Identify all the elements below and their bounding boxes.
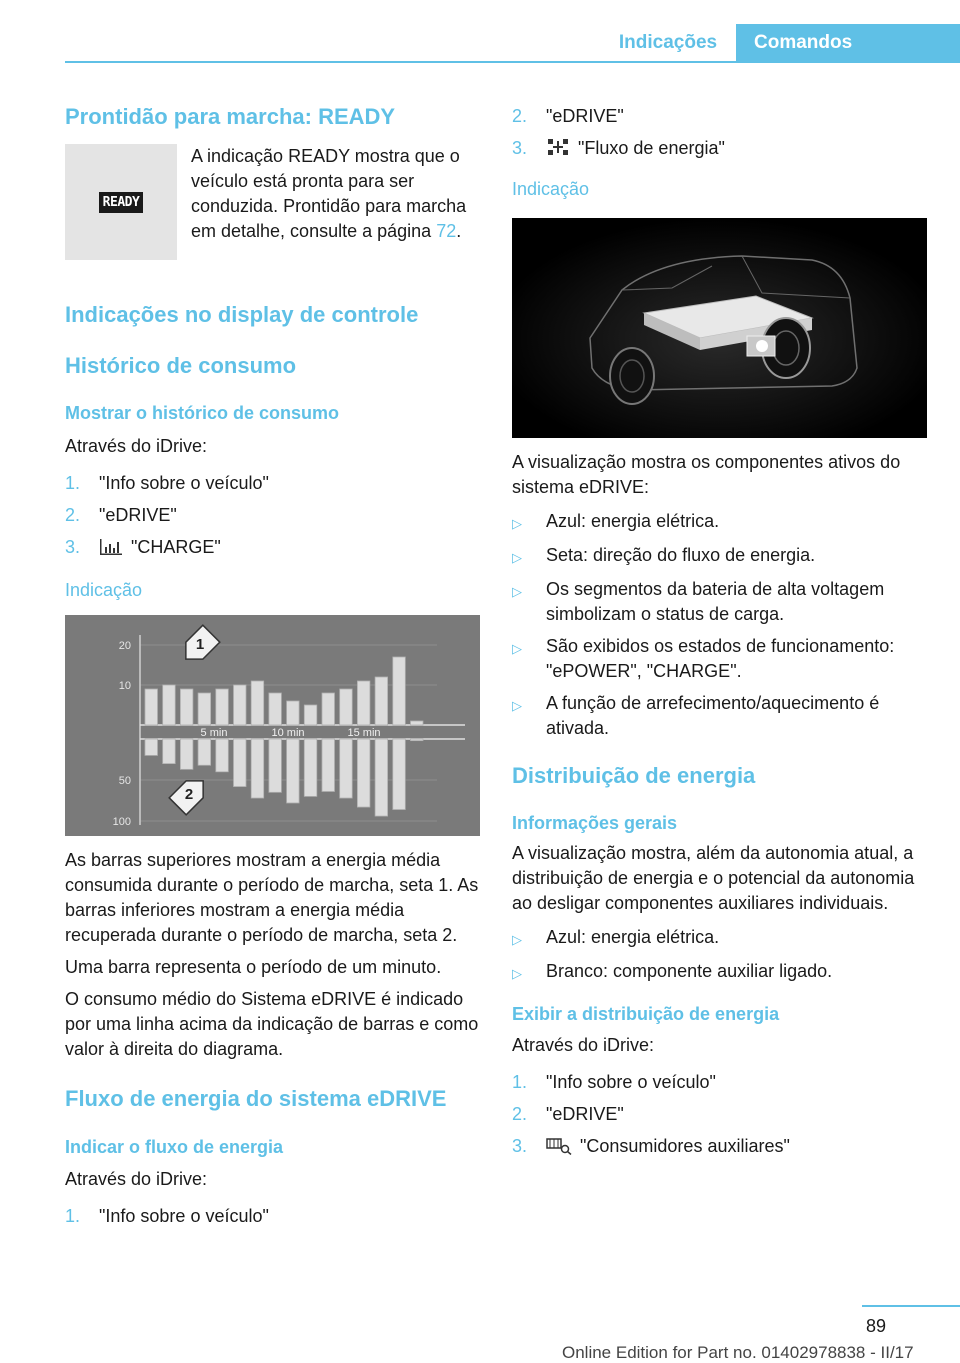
consumption-chart-svg bbox=[65, 615, 480, 836]
upper-bar bbox=[216, 689, 229, 725]
page-ref-link[interactable]: 72 bbox=[436, 221, 457, 242]
lower-bar bbox=[251, 739, 264, 798]
tick-label: 20 bbox=[118, 640, 131, 653]
auxiliary-consumers-icon bbox=[546, 1137, 572, 1155]
edition-text: Online Edition for Part no. 01402978838 - II/17 bbox=[562, 1343, 914, 1362]
upper-bar bbox=[145, 689, 158, 725]
upper-bar bbox=[357, 681, 370, 725]
distribution-via: Através do iDrive: bbox=[512, 1035, 655, 1056]
list-item: ▷ Seta: direção do fluxo de energia. bbox=[512, 544, 816, 565]
lower-bar bbox=[357, 739, 370, 807]
time-label: 10 min bbox=[271, 727, 305, 740]
list-item: ▷ Azul: energia elétrica. bbox=[512, 510, 720, 531]
list-item: 3. "Fluxo de energia" bbox=[512, 138, 725, 158]
distribution-bullets bbox=[512, 925, 930, 986]
history-indication-label: Indicação bbox=[65, 579, 143, 600]
lower-bar bbox=[287, 739, 300, 803]
right-column bbox=[512, 104, 930, 1166]
lower-bar bbox=[393, 739, 406, 810]
list-item: ▷ A função de arrefecimento/aquecimento é ativada. bbox=[512, 692, 880, 738]
flow-steps-left bbox=[65, 1204, 483, 1229]
upper-bar bbox=[375, 677, 388, 725]
lower-bar bbox=[411, 739, 424, 741]
flow-via: Através do iDrive: bbox=[65, 1169, 208, 1190]
upper-bar bbox=[411, 721, 424, 725]
lower-bar bbox=[180, 739, 193, 769]
history-para3: O consumo médio do Sistema eDRIVE é indicado por uma linha acima da indicação de barras e como valor à direita do diagrama. bbox=[65, 989, 479, 1060]
upper-bar bbox=[393, 657, 406, 725]
list-item: 3. "CHARGE" bbox=[65, 536, 221, 557]
list-item: 2. "eDRIVE" bbox=[512, 1104, 624, 1125]
upper-bar bbox=[234, 685, 247, 725]
upper-bar bbox=[304, 705, 317, 725]
distribution-steps bbox=[512, 1070, 930, 1159]
ready-title: Prontidão para marcha: READY bbox=[65, 104, 396, 129]
upper-bar bbox=[287, 701, 300, 725]
ready-block bbox=[65, 144, 483, 260]
upper-bar bbox=[163, 685, 176, 725]
history-para2: Uma barra representa o período de um minuto. bbox=[65, 957, 442, 978]
upper-bar bbox=[198, 693, 211, 725]
distribution-title: Distribuição de energia bbox=[512, 762, 756, 788]
list-item: ▷ Azul: energia elétrica. bbox=[512, 926, 720, 947]
distribution-general-text: A visualização mostra, além da autonomia atual, a distribuição de energia e o potencial da autonomia ao desligar componentes auxiliares individuais. bbox=[512, 842, 915, 913]
lower-bar bbox=[375, 739, 388, 816]
list-item: ▷ Os segmentos da bateria de alta voltagem simbolizam o status de carga. bbox=[512, 578, 885, 624]
footer-divider bbox=[862, 1305, 960, 1307]
upper-bar bbox=[322, 693, 335, 725]
ready-indicator-image bbox=[65, 144, 177, 260]
time-label: 15 min bbox=[347, 727, 381, 740]
time-label: 5 min bbox=[200, 727, 228, 740]
page-number: 89 bbox=[865, 1316, 886, 1336]
flow-bullets bbox=[512, 509, 930, 741]
tab-comandos[interactable]: Comandos bbox=[736, 24, 960, 61]
list-item: 1. "Info sobre o veículo" bbox=[512, 1072, 716, 1093]
consumption-chart bbox=[65, 615, 480, 836]
history-show-title: Mostrar o histórico de consumo bbox=[65, 403, 340, 424]
lower-bar bbox=[269, 739, 282, 792]
list-item: ▷ São exibidos os estados de funcionamento: "ePOWER", "CHARGE". bbox=[512, 635, 895, 681]
tick-label: 10 bbox=[118, 680, 131, 693]
list-item: 3. "Consumidores auxiliares" bbox=[512, 1136, 790, 1157]
lower-bar bbox=[340, 739, 353, 798]
lower-bar bbox=[145, 739, 158, 755]
ready-badge: READY bbox=[99, 192, 144, 213]
history-para1: As barras superiores mostram a energia média consumida durante o período de marcha, seta 1. As barras inferiores mostram a energia média recuperada durante o período de marcha, seta 2. bbox=[65, 850, 479, 946]
upper-bar bbox=[180, 689, 193, 725]
list-item: 2. "eDRIVE" bbox=[65, 504, 177, 525]
list-item: 1. "Info sobre o veículo" bbox=[65, 1206, 269, 1227]
lower-bar bbox=[216, 739, 229, 772]
arrow-marker-1 bbox=[177, 626, 219, 668]
lower-bar bbox=[163, 739, 176, 764]
arrow-label: 1 bbox=[195, 636, 205, 654]
distribution-general-title: Informações gerais bbox=[512, 812, 678, 833]
tick-label: 50 bbox=[118, 775, 131, 788]
car-xray-image bbox=[512, 218, 927, 438]
lower-bar bbox=[322, 739, 335, 791]
flow-indication-label: Indicação bbox=[512, 179, 590, 199]
lower-bar bbox=[198, 739, 211, 765]
list-item: 2. "eDRIVE" bbox=[512, 106, 624, 126]
display-title: Indicações no display de controle bbox=[65, 302, 419, 328]
tick-label: 100 bbox=[112, 816, 131, 829]
arrow-label: 2 bbox=[184, 786, 194, 804]
lower-bar bbox=[304, 739, 317, 796]
distribution-show-title: Exibir a distribuição de energia bbox=[512, 1003, 780, 1024]
flow-steps-right bbox=[512, 104, 930, 161]
header-divider bbox=[65, 61, 960, 63]
flow-subtitle: Indicar o fluxo de energia bbox=[65, 1136, 284, 1157]
tab-indicacoes[interactable]: Indicações bbox=[618, 31, 718, 53]
flow-title: Fluxo de energia do sistema eDRIVE bbox=[65, 1086, 447, 1112]
left-column bbox=[65, 100, 483, 1236]
list-item: ▷ Branco: componente auxiliar ligado. bbox=[512, 960, 833, 981]
lower-bar bbox=[234, 739, 247, 787]
edrive-car-illustration bbox=[512, 218, 927, 438]
arrow-marker-2 bbox=[169, 773, 211, 815]
upper-bar bbox=[251, 681, 264, 725]
upper-bar bbox=[269, 693, 282, 725]
history-steps bbox=[65, 471, 483, 560]
history-title: Histórico de consumo bbox=[65, 352, 297, 378]
list-item: 1. "Info sobre o veículo" bbox=[65, 472, 269, 493]
flow-intro: A visualização mostra os componentes ativos do sistema eDRIVE: bbox=[512, 451, 901, 497]
upper-bar bbox=[340, 689, 353, 725]
bar-chart-icon bbox=[99, 538, 123, 556]
history-via: Através do iDrive: bbox=[65, 435, 208, 456]
energy-flow-icon bbox=[546, 137, 570, 157]
ready-text: A indicação READY mostra que o veículo está pronta para ser conduzida. Prontidão para marcha em detalhe, consulte a página 72. bbox=[191, 146, 467, 242]
